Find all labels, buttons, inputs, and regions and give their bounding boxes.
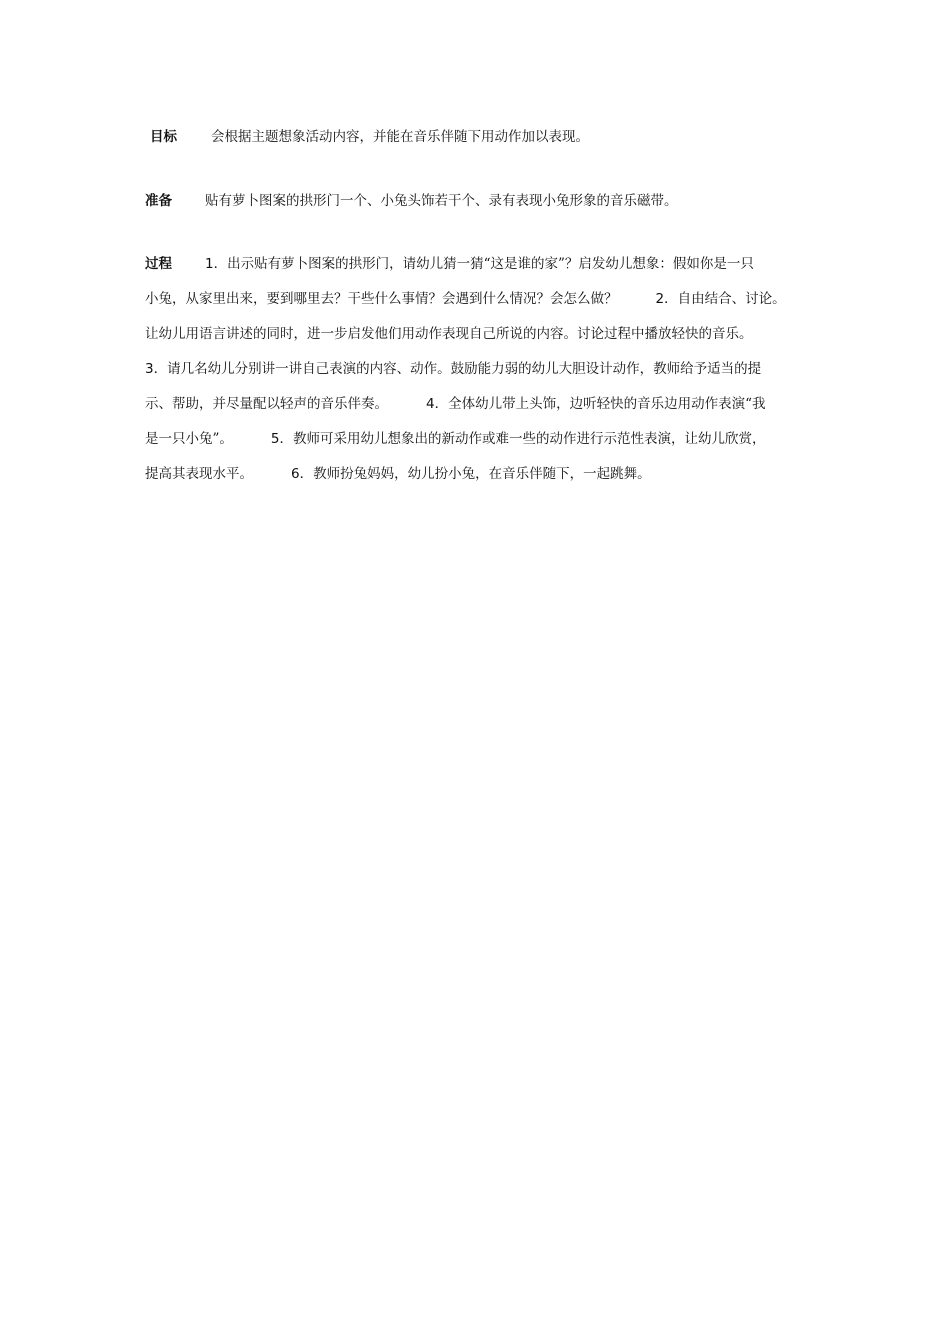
process-section [145,247,825,492]
process-line-3 [145,317,825,352]
preparation-text: 贴有萝卜图案的拱形门一个、小兔头饰若干个、录有表现小兔形象的音乐磁带。 [205,193,678,209]
process-text-6: 是一只小兔”。 [145,431,233,447]
preparation-section [145,184,825,219]
step-number-5: 5 [270,431,280,447]
process-text-7b: ．教师扮兔妈妈，幼儿扮小兔，在音乐伴随下，一起跳舞。 [299,466,651,482]
process-text-5: 示、帮助，并尽量配以轻声的音乐伴奏。 [145,396,388,412]
process-text-1: ．出示贴有萝卜图案的拱形门，请幼儿猜一猜“这是谁的家”？启发幼儿想象：假如你是一只 [213,256,754,272]
process-line-2 [145,282,825,317]
process-line-4 [145,352,825,387]
process-text-3: 让幼儿用语言讲述的同时，进一步启发他们用动作表现自己所说的内容。讨论过程中播放轻快的音乐。 [145,326,753,342]
preparation-line [145,184,825,219]
process-label: 过程 [145,256,172,272]
step-number-4: 4 [426,396,435,412]
step-number-3: 3 [145,361,154,377]
goal-label: 目标 [150,129,177,145]
goal-text: 会根据主题想象活动内容，并能在音乐伴随下用动作加以表现。 [211,129,589,145]
process-text-5b: ．全体幼儿带上头饰，边听轻快的音乐边用动作表演“我 [434,396,766,412]
process-text-2: 小兔，从家里出来，要到哪里去？干些什么事情？会遇到什么情况？会怎么做？ [145,291,618,307]
step-number-6: 6 [291,466,300,482]
process-text-2b: ．自由结合、讨论。 [664,291,786,307]
process-text-4: ．请几名幼儿分别讲一讲自己表演的内容、动作。鼓励能力弱的幼儿大胆设计动作，教师给予适当的提 [153,361,762,377]
step-number-2: 2 [655,291,665,307]
process-text-6b: ．教师可采用幼儿想象出的新动作或难一些的动作进行示范性表演，让幼儿欣赏， [279,431,766,447]
process-line-5 [145,387,825,422]
goal-line [150,120,830,155]
step-number-1: 1 [205,256,214,272]
process-line-7 [145,457,825,492]
process-line-6 [145,422,825,457]
process-text-7: 提高其表现水平。 [145,466,253,482]
process-line-1 [145,247,825,282]
goal-section [150,120,830,155]
preparation-label: 准备 [145,193,172,209]
